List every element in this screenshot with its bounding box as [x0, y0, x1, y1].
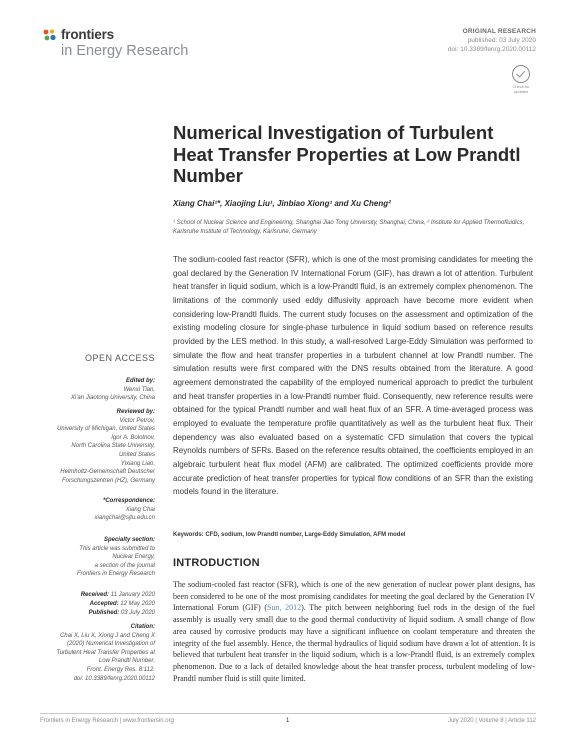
reviewer-line: University of Michigan, United States [56, 426, 155, 433]
reviewer-line: United States [118, 451, 155, 458]
dates-block [15, 591, 155, 617]
frontiers-logo-icon [43, 29, 57, 43]
date-published: Published: 03 July 2020 [88, 609, 155, 616]
published-date: published: 03 July 2020 [467, 37, 536, 44]
journal-logo[interactable] [43, 27, 213, 61]
edited-by-block [15, 377, 155, 403]
citation-line: (2020) Numerical Investigation of [66, 641, 155, 648]
editor-line: Xi'an Jiaotong University, China [70, 395, 155, 402]
date-accepted: Accepted: 12 May 2020 [89, 600, 155, 607]
page-number: 1 [286, 718, 290, 724]
reviewer-line: North Carolina State University, [71, 443, 155, 450]
article-title: Numerical Investigation of Turbulent Heat Transfer Properties at Low Prandtl Number [173, 122, 521, 186]
article-doi[interactable]: doi: 10.3389/fenrg.2020.00112 [447, 46, 536, 53]
specialty-line: Nuclear Energy, [112, 554, 155, 561]
specialty-line: Frontiers in Energy Research [76, 571, 155, 578]
footer-journal-link[interactable]: Frontiers in Energy Research | www.frontiersin.org [40, 718, 174, 724]
reviewed-by-label: Reviewed by: [116, 409, 155, 415]
correspondence-block [15, 497, 155, 523]
section-heading-introduction: INTRODUCTION [173, 557, 260, 569]
open-access-label: OPEN ACCESS [84, 353, 155, 363]
citation-doi[interactable]: doi: 10.3389/fenrg.2020.00112 [73, 675, 155, 682]
reviewer-line: Igor A. Bolotnov, [111, 434, 155, 441]
edited-by-label: Edited by: [125, 378, 155, 384]
footer-volume-info: July 2020 | Volume 8 | Article 112 [447, 718, 536, 724]
check-updates-label: Check for updates [512, 84, 530, 94]
citation-line: Turbulent Heat Transfer Properties at [56, 649, 155, 656]
specialty-section-block [15, 536, 155, 579]
journal-name: in Energy Research [61, 43, 189, 59]
footer-divider [40, 713, 536, 714]
citation-line: Front. Energy Res. 8:112. [86, 666, 155, 673]
abstract: The sodium-cooled fast reactor (SFR), which is one of the most promising candidates for meeting the goal declared by the Generation IV International Forum (GIF), has drawn a lot of attention. Turbulent heat transfer in liquid sodium, which is a low-Prandtl fluid, is an extremely complex phenomenon. The limitations of the commonly used eddy diffusivity approach have become more evident when considering low-Prandtl fluids. The current study focuses on the assessment and optimization of the existing modeling closure for single-phase turbulence in liquid sodium based on reference results provided by the LES method. In this study, a wall-resolved Large-Eddy Simulation was performed to simulate the flow and heat transfer properties in a turbulent channel at low Prandtl number. The simulation results were first compared with the DNS results obtained from the literature. A good agreement demonstrated the capability of the employed numerical approach to predict the turbulent and heat transfer properties in a low-Prandtl number fluid. Consequently, new reference results were obtained for the typical Prandtl number and wall heat flux of an SFR. A time-averaged process was employed to evaluate the temperature profile quantitatively as well as the turbulent heat flux. Their dependency was also evaluated based on a systematic CFD simulation that covers the typical Reynolds numbers of SFRs. Based on the reference results obtained, the coefficients employed in an algebraic turbulent heat flux model (AFM) are calibrated. The optimized coefficients provide more accurate prediction of heat transfer properties for typical flow conditions of an SFR than the existing models found in the literature. [173, 255, 533, 497]
reviewer-line: Helmholtz-Gemeinschaft Deutscher [60, 469, 155, 476]
reviewer-line: Victor Petrov, [119, 417, 155, 424]
citation-link[interactable]: Sun, 2012 [267, 603, 302, 613]
reviewer-line: Forschungszentren (HZ), Germany [61, 477, 155, 484]
keywords: Keywords: CFD, sodium, low Prandtl number, Large-Eddy Simulation, AFM model [173, 532, 406, 538]
introduction-paragraph: The sodium-cooled fast reactor (SFR), which is one of the new generation of nuclear power plant designs, has been considered to be one of the most promising candidates for meeting the goal declared by the Generation IV International Forum (GIF) (Sun, 2012). The pitch between neighboring fuel rods in the design of the fuel assembly is usually very small due to the good thermal conductivity of liquid sodium. A small change of flow area caused by corrosive products may have a significant influence on coolant temperature and threaten the integrity of the fuel assembly. Hence, the thermal hydraulics of liquid sodium have drawn a lot of attention. It is believed that turbulent heat transfer in the liquid sodium, which is a low-Prandtl fluid, is an extremely complex phenomenon. Due to a lack of detailed knowledge about the heat transfer process, turbulent modeling of low-Prandtl number fluid is still quite limited. [173, 580, 535, 683]
specialty-line: a section of the journal [94, 562, 155, 569]
correspondence-label: *Correspondence: [102, 498, 155, 504]
publisher-name: frontiers [61, 27, 114, 42]
article-type: ORIGINAL RESEARCH [462, 28, 536, 35]
affiliations: ¹ School of Nuclear Science and Engineering, Shanghai Jiao Tong University, Shanghai, China, ² Institute for Applied Thermofluidics, Karlsruhe Institute of Technology, Karlsruhe, Germany [173, 220, 525, 235]
specialty-line: This article was submitted to [79, 545, 155, 552]
check-updates-icon [512, 65, 530, 83]
citation-line: Low Prandtl Number. [98, 658, 155, 665]
citation-label: Citation: [130, 624, 155, 630]
editor-line: Wenxi Tian, [123, 386, 155, 393]
date-received: Received: 11 January 2020 [80, 592, 155, 598]
reviewed-by-block [15, 408, 155, 485]
author-list[interactable]: Xiang Chai¹*, Xiaojing Liu¹, Jinbiao Xiong¹ and Xu Cheng² [173, 199, 391, 208]
correspondence-line: Xiang Chai [125, 506, 155, 513]
correspondence-email[interactable]: xiangchai@sjtu.edu.cn [94, 515, 155, 522]
article-meta [448, 27, 536, 54]
citation-block [15, 623, 155, 683]
reviewer-line: Yixiang Liao, [120, 460, 155, 467]
specialty-label: Specialty section: [103, 537, 155, 543]
citation-line: Chai X, Liu X, Xiong J and Cheng X [59, 632, 155, 639]
check-for-updates-button[interactable] [508, 65, 534, 97]
